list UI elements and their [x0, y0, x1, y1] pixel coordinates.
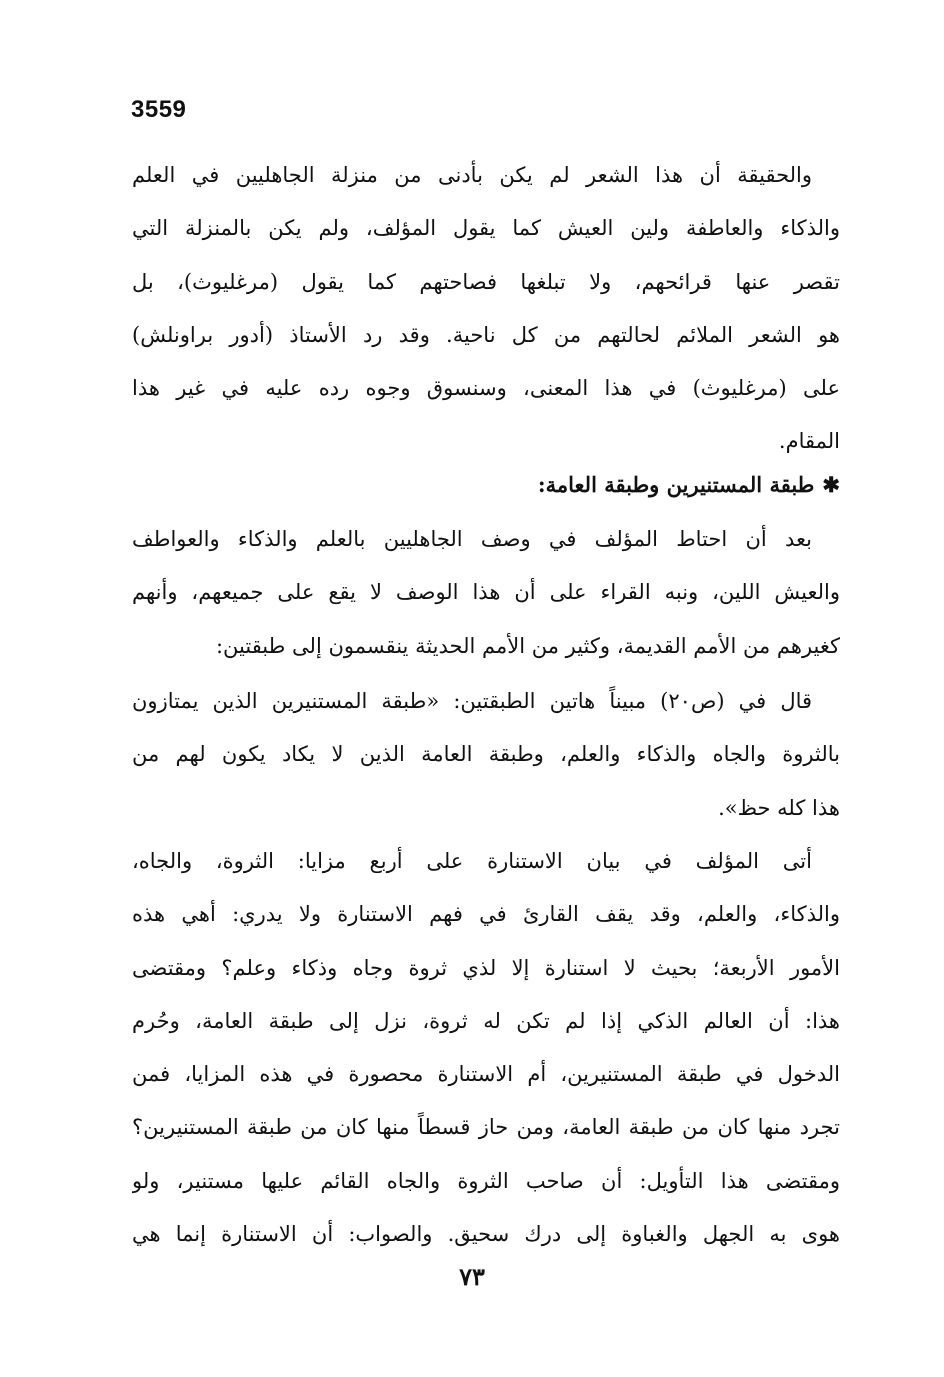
text-line: هذا: أن العالم الذكي إذا لم تكن له ثروة، نزل إلى طبقة العامة، وحُرم: [132, 1008, 840, 1033]
page-code: 3559: [131, 96, 187, 123]
text-line: هذا كله حظ».: [718, 795, 840, 820]
section-heading-text: طبقة المستنيرين وطبقة العامة:: [537, 472, 815, 497]
text-line: تجرد منها كان من طبقة العامة، ومن حاز قسطاً منها كان من طبقة المستنيرين؟: [132, 1115, 840, 1140]
text-line: المقام.: [778, 429, 840, 454]
page-number: ٧٣: [459, 1262, 485, 1291]
text-line: على (مرغليوث) في هذا المعنى، وسنسوق وجوه رده عليه في غير هذا: [132, 376, 840, 401]
text-line: بعد أن احتاط المؤلف في وصف الجاهليين بالعلم والذكاء والعواطف: [132, 527, 812, 551]
text-line: قال في (ص٢٠) مبيناً هاتين الطبقتين: «طبقة المستنيرين الذين يمتازون: [132, 689, 813, 713]
text-line: كغيرهم من الأمم القديمة، وكثير من الأمم الحديثة ينقسمون إلى طبقتين:: [215, 633, 840, 658]
text-line: بالثروة والجاه والذكاء والعلم، وطبقة العامة الذين لا يكاد يكون لهم من: [132, 742, 840, 767]
text-line: والحقيقة أن هذا الشعر لم يكن بأدنى من منزلة الجاهليين في العلم: [132, 163, 812, 187]
text-line: هوى به الجهل والغباوة إلى درك سحيق. والصواب: أن الاستنارة إنما هي: [132, 1222, 840, 1247]
paragraph-2: [132, 513, 840, 673]
text-line: هو الشعر الملائم لحالتهم من كل ناحية. وقد رد الأستاذ (أدور براونلش): [132, 322, 840, 347]
text-line: الدخول في طبقة المستنيرين، أم الاستنارة محصورة في هذه المزايا، فمن: [132, 1062, 840, 1087]
text-line: والعيش اللين، ونبه القراء على أن هذا الوصف لا يقع على جميعهم، وأنهم: [132, 580, 840, 605]
text-line: أتى المؤلف في بيان الاستنارة على أربع مزايا: الثروة، والجاه،: [132, 849, 812, 873]
text-line: والذكاء والعاطفة ولين العيش كما يقول المؤلف، ولم يكن بالمنزلة التي: [132, 216, 840, 241]
text-line: والذكاء، والعلم، وقد يقف القارئ في فهم الاستنارة ولا يدري: أهي هذه: [132, 902, 840, 927]
section-heading: [132, 458, 840, 511]
paragraph-4: [132, 835, 840, 1261]
paragraph-3: [132, 675, 840, 835]
text-line: تقصر عنها قرائحهم، ولا تبلغها فصاحتهم كما يقول (مرغليوث)، بل: [132, 269, 840, 294]
asterisk-icon: ✱: [822, 472, 840, 497]
text-line: ومقتضى هذا التأويل: أن صاحب الثروة والجاه القائم عليها مستنير، ولو: [132, 1168, 840, 1193]
text-line: الأمور الأربعة؛ بحيث لا استنارة إلا لذي ثروة وجاه وذكاء وعلم؟ ومقتضى: [132, 955, 840, 980]
paragraph-1: [132, 149, 840, 469]
